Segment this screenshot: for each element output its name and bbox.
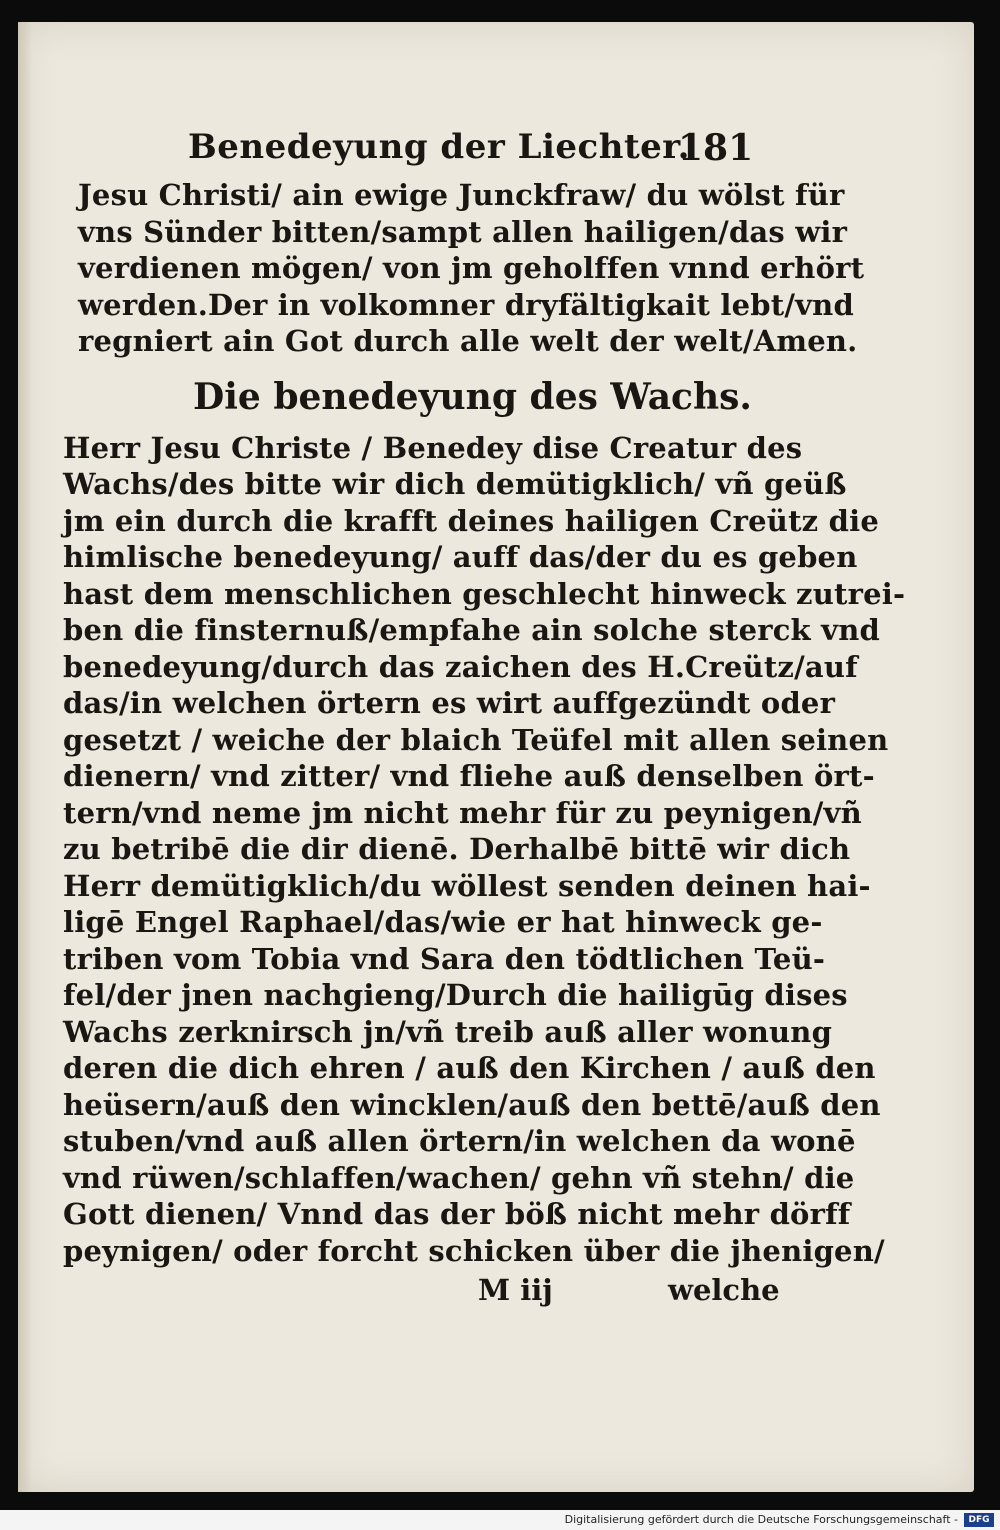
catchword: welche <box>668 1273 780 1307</box>
text-line: gesetzt / weiche der blaich Teüfel mit allen seinen <box>63 722 889 757</box>
text-line: hast dem menschlichen geschlecht hinweck zutrei- <box>63 576 906 611</box>
text-line: dienern/ vnd zitter/ vnd fliehe auß denselben ört- <box>63 759 875 793</box>
section-title: Die benedeyung des Wachs. <box>193 375 752 418</box>
page-header <box>48 127 788 177</box>
book-page <box>18 22 974 1492</box>
text-line: vns Sünder bitten/sampt allen hailigen/das wir <box>78 214 848 249</box>
text-line: himlische benedeyung/ auff das/der du es geben <box>63 540 858 574</box>
signature-mark: M iij <box>478 1273 553 1307</box>
folio-number: 181 <box>678 127 754 169</box>
text-line: ben die finsternuß/empfahe ain solche sterck vnd <box>63 613 880 647</box>
text-line: peynigen/ oder forcht schicken über die jhenigen/ <box>63 1233 885 1268</box>
text-line: Herr Jesu Christe / Benedey dise Creatur des <box>63 430 803 465</box>
text-line: zu betribē die dir dienē. Derhalbē bittē wir dich <box>63 832 851 866</box>
text-line: tern/vnd neme jm nicht mehr für zu peynigen/vñ <box>63 795 862 830</box>
dfg-logo: DFG <box>964 1513 994 1527</box>
text-line: Wachs zerknirsch jn/vñ treib auß aller wonung <box>63 1014 833 1049</box>
text-line: Jesu Christi/ ain ewige Junckfraw/ du wölst für <box>78 178 845 212</box>
wax-blessing-paragraph <box>63 430 906 1270</box>
text-line: benedeyung/durch das zaichen des H.Creütz/auf <box>63 649 858 684</box>
text-line: werden.Der in volkomner dryfältigkait lebt/vnd <box>78 287 854 322</box>
text-line: triben vom Tobia vnd Sara den tödtlichen Teü- <box>63 941 826 976</box>
prayer-ending-paragraph <box>78 177 865 360</box>
text-line: stuben/vnd auß allen örtern/in welchen da wonē <box>63 1124 856 1158</box>
text-line: jm ein durch die krafft deines hailigen Creütz die <box>63 503 879 538</box>
printed-text-area <box>48 127 906 1313</box>
text-line: heüsern/auß den wincklen/auß den bettē/auß den <box>63 1087 881 1122</box>
text-line: vnd rüwen/schlaffen/wachen/ gehn vñ stehn/ die <box>63 1160 855 1195</box>
text-line: deren die dich ehren / auß den Kirchen / auß den <box>63 1051 876 1085</box>
text-line: verdienen mögen/ von jm geholffen vnnd erhört <box>78 251 865 285</box>
running-head: Benedeyung der Liechter. <box>188 127 690 167</box>
text-line: ligē Engel Raphael/das/wie er hat hinweck ge- <box>63 905 823 939</box>
text-line: das/in welchen örtern es wirt auffgezündt oder <box>63 686 836 720</box>
catchline <box>48 1273 788 1313</box>
text-line: regniert ain Got durch alle welt der welt/Amen. <box>78 324 858 358</box>
text-line: Herr demütigklich/du wöllest senden deinen hai- <box>63 868 871 903</box>
footer-bar <box>0 1510 1000 1530</box>
text-line: Gott dienen/ Vnnd das der böß nicht mehr dörff <box>63 1197 851 1231</box>
text-line: fel/der jnen nachgieng/Durch die hailigūg dises <box>63 978 848 1012</box>
funding-credit: Digitalisierung gefördert durch die Deutsche Forschungsgemeinschaft - <box>564 1513 958 1526</box>
text-line: Wachs/des bitte wir dich demütigklich/ vñ geüß <box>63 467 847 501</box>
